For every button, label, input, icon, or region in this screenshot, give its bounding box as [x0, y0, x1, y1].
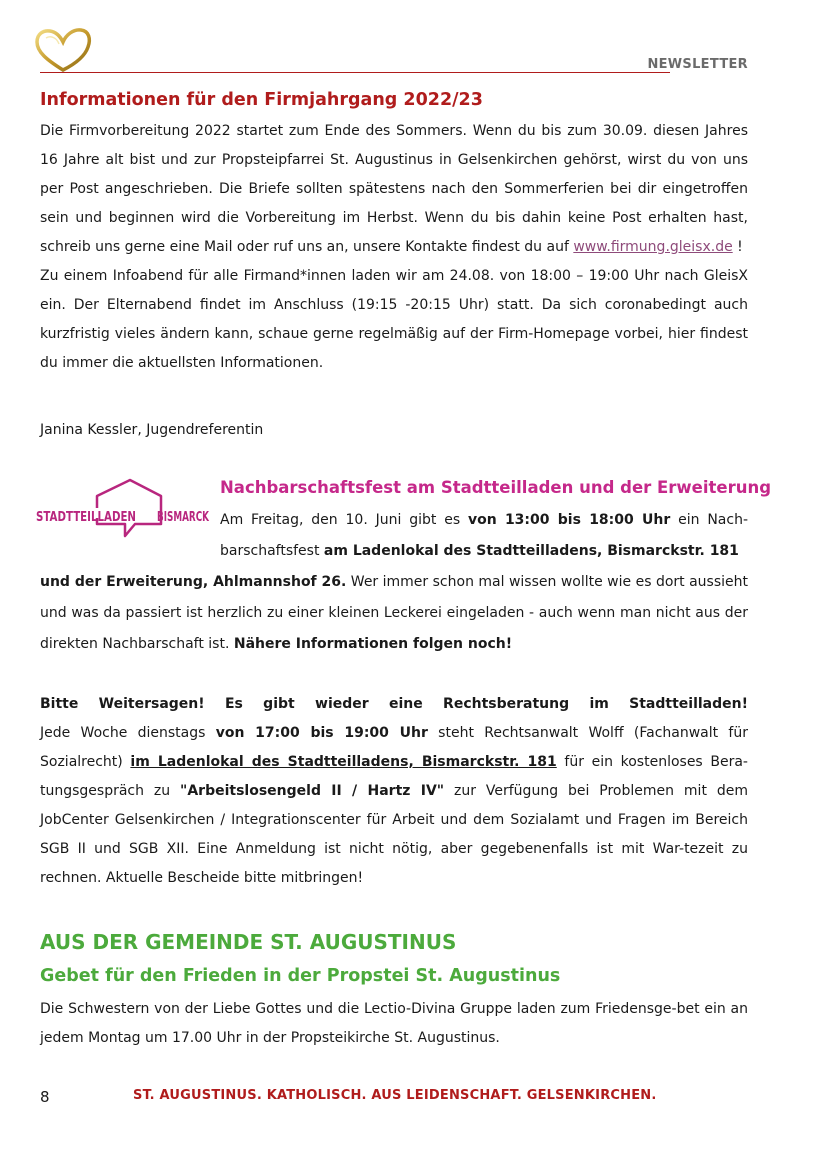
rechtsberatung-body: Jede Woche dienstags von 17:00 bis 19:00 Uhr steht Rechtsanwalt Wolff (Fachanwalt für Sozialrecht) im Ladenlokal des Stadtteilladens, Bismarckstr. 181 für ein kostenloses Bera-tungsgespräch zu "Arbeitslosengeld II / Hartz IV" zur Verfügung bei Problemen mit dem JobCenter Gelsenkirchen / Integrationscenter für Arbeit und dem Sozialamt und Fragen im Bereich SGB II und SGB XII. Eine Anmeldung ist nicht nötig, aber gegebenenfalls ist mit War-tezeit zu rechnen. Aktuelle Bescheide bitte mitbringen! [40, 725, 748, 886]
gebet-text: Die Schwestern von der Liebe Gottes und die Lectio-Divina Gruppe laden zum Friedensge-bet ein an jedem Montag um 17.00 Uhr in der Propsteikirche St. Augustinus. [40, 1001, 748, 1046]
gemeinde-title: AUS DER GEMEINDE ST. AUGUSTINUS [40, 930, 457, 954]
signature: Janina Kessler, Jugendreferentin [40, 422, 264, 438]
firm-paragraph-2: Zu einem Infoabend für alle Firmand*innen laden wir am 24.08. von 18:00 – 19:00 Uhr nach GleisX ein. Der Elternabend findet im Anschluss (19:15 -20:15 Uhr) statt. Da sich coronabedingt auch kurzfristig vieles ändern kann, schaue gerne regelmäßig auf der Firm-Homepage vorbei, hier findest du immer die aktuellsten Informationen. [40, 268, 748, 371]
firm-section-title: Informationen für den Firmjahrgang 2022/23 [40, 90, 483, 110]
header-rule [40, 72, 670, 73]
rechtsberatung-text [40, 690, 748, 893]
fest-text-bottom: und der Erweiterung, Ahlmannshof 26. Wer immer schon mal wissen wollte wie es dort aussieht und was da passiert ist herzlich zu einer kleinen Leckerei eingeladen - auch wenn man nicht aus der direkten Nachbarschaft ist. Nähere Informationen folgen noch! [40, 574, 748, 652]
fest-text-top: Am Freitag, den 10. Juni gibt es von 13:00 bis 18:00 Uhr ein Nach-barschaftsfest am Ladenlokal des Stadtteilladens, Bismarckstr. 181 [220, 512, 748, 559]
newsletter-label: NEWSLETTER [647, 57, 748, 72]
firm-paragraph-1: Die Firmvorbereitung 2022 startet zum Ende des Sommers. Wenn du bis zum 30.09. diesen Jahres 16 Jahre alt bist und zur Propsteipfarrei St. Augustinus in Gelsenkirchen gehörst, wirst du von uns per Post angeschrieben. Die Briefe sollten spätestens nach den Sommerferien bei dir eingetroffen sein und beginnen wird die Vorbereitung im Herbst. Wenn du bis dahin keine Post erhalten hast, schreib uns gerne eine Mail oder ruf uns an, unsere Kontakte findest du auf www.firmung.gleisx.de ! [40, 123, 748, 255]
fest-title: Nachbarschaftsfest am Stadtteilladen und der Erweiterung [220, 478, 772, 497]
logo-text-right: BISMARCK [157, 509, 210, 525]
gebet-title: Gebet für den Frieden in der Propstei St. Augustinus [40, 966, 561, 986]
firm-section-text [40, 117, 748, 378]
house-outline-icon [97, 480, 161, 536]
rechtsberatung-lead: Bitte Weitersagen! Es gibt wieder eine Rechtsberatung im Stadtteilladen! [40, 696, 748, 712]
heart-logo-icon [33, 26, 93, 74]
firmung-link[interactable]: www.firmung.gleisx.de [573, 239, 733, 255]
page-number: 8 [40, 1088, 50, 1106]
logo-text-left: STADTTEILLADEN [36, 509, 136, 525]
footer-slogan: ST. AUGUSTINUS. KATHOLISCH. AUS LEIDENSCHAFT. GELSENKIRCHEN. [133, 1088, 657, 1103]
stadtteilladen-logo [33, 478, 211, 546]
